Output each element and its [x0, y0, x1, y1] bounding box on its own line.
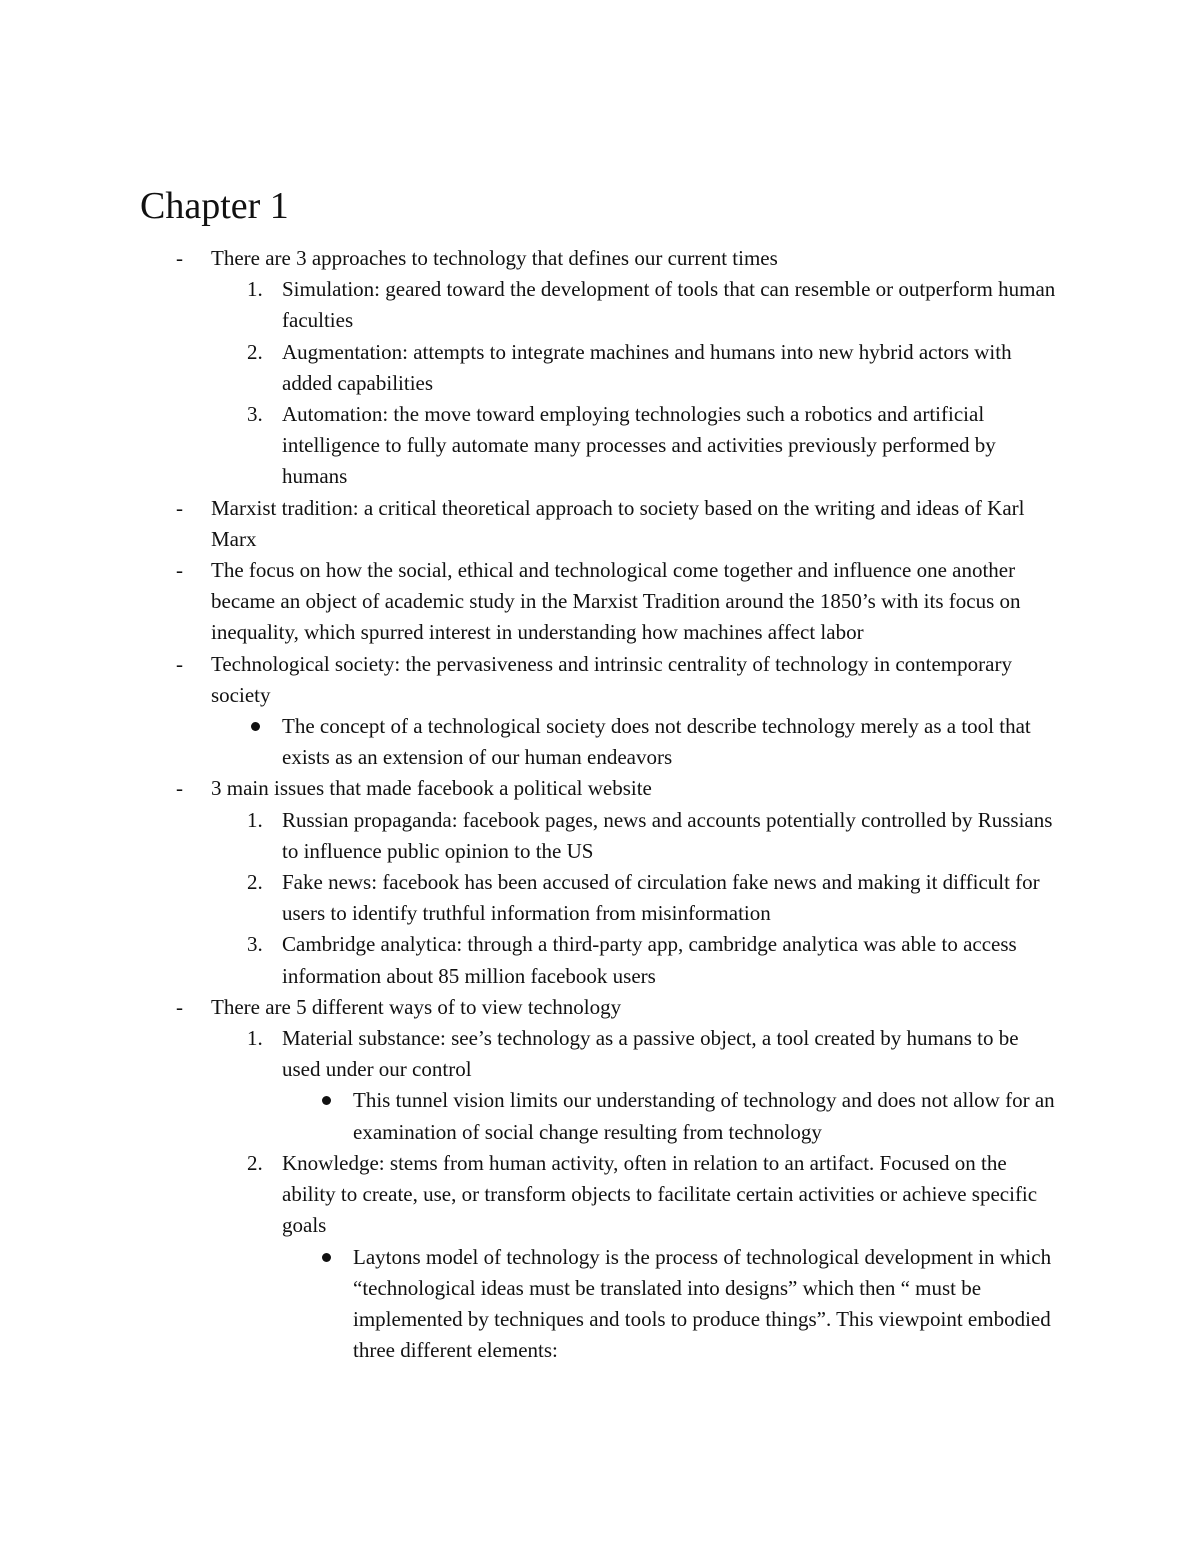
dash-marker: - [176, 495, 183, 520]
bullet-dot-icon [251, 722, 260, 731]
list-item [0, 1148, 1062, 1242]
dash-marker: - [176, 651, 183, 676]
list-item [0, 274, 1062, 336]
list-item [0, 805, 1062, 867]
number-marker: 2. [247, 1150, 263, 1175]
list-item [0, 711, 1062, 773]
list-item-text: There are 3 approaches to technology that defines our current times [211, 246, 778, 270]
list-item-text: Automation: the move toward employing technologies such a robotics and artificial intelligence to fully automate many processes and activities previously performed by humans [282, 402, 996, 489]
list-item [0, 337, 1062, 399]
dash-marker: - [176, 558, 183, 583]
list-item [0, 1242, 1063, 1367]
list-item-text: There are 5 different ways of to view technology [211, 994, 622, 1019]
list-item [0, 929, 1062, 991]
list-item-text: Cambridge analytica: through a third-party app, cambridge analytica was able to access information about 85 million facebook users [282, 932, 1017, 988]
bullet-dot-icon [322, 1096, 331, 1105]
list-item [0, 867, 1062, 929]
list-item [0, 1085, 1063, 1147]
list-item-text: Russian propaganda: facebook pages, news and accounts potentially controlled by Russians to influence public opinion to the US [282, 807, 1053, 863]
list-item-text: Technological society: the pervasiveness and intrinsic centrality of technology in contemporary society [211, 651, 1012, 707]
list-item [0, 1023, 1062, 1085]
list-item-text: Knowledge: stems from human activity, often in relation to an artifact. Focused on the ability to create, use, or transform objects to facilitate certain activities or achieve specific goals [282, 1150, 1038, 1238]
bullet-icon [322, 1085, 331, 1116]
number-marker: 3. [247, 402, 263, 427]
number-marker: 1. [247, 1026, 263, 1051]
list-item [0, 992, 1061, 1023]
list-item-text: The focus on how the social, ethical and technological come together and influence one another became an object of academic study in the Marxist Tradition around the 1850’s with its focus on inequality, which spurred interest in understanding how machines affect labor [211, 558, 1021, 645]
list-item-text: 3 main issues that made facebook a political website [211, 776, 652, 801]
list-item-text: Marxist tradition: a critical theoretical approach to society based on the writing and ideas of Karl Marx [211, 495, 1025, 551]
list-item-text: Augmentation: attempts to integrate machines and humans into new hybrid actors with added capabilities [282, 339, 1012, 395]
list-item-text: The concept of a technological society does not describe technology merely as a tool that exists as an extension of our human endeavors [282, 714, 1031, 770]
list-item-text: Simulation: geared toward the development of tools that can resemble or outperform human faculties [282, 277, 1056, 333]
bullet-icon [251, 711, 260, 742]
number-marker: 1. [247, 277, 263, 302]
page-title: Chapter 1 [140, 185, 289, 227]
dash-marker: - [176, 246, 183, 270]
notes-list [0, 243, 1200, 1366]
list-item [0, 399, 1062, 493]
number-marker: 2. [247, 339, 263, 364]
list-item [0, 493, 1061, 555]
dash-marker: - [176, 994, 183, 1019]
list-item [0, 555, 1061, 649]
list-item-text: Material substance: see’s technology as a passive object, a tool created by humans to be used under our control [282, 1026, 1019, 1082]
number-marker: 1. [247, 807, 263, 832]
bullet-dot-icon [322, 1253, 331, 1262]
list-item-text: Laytons model of technology is the process of technological development in which “technological ideas must be translated into designs” which then “ must be implemented by techniques and tools to produce things”. This viewpoint embodied three different elements: [353, 1244, 1052, 1363]
list-item-text: Fake news: facebook has been accused of circulation fake news and making it difficult for users to identify truthful information from misinformation [282, 870, 1040, 926]
number-marker: 3. [247, 932, 263, 957]
number-marker: 2. [247, 870, 263, 895]
list-item [0, 773, 1061, 804]
dash-marker: - [176, 776, 183, 801]
list-item [0, 243, 1061, 274]
list-item [0, 649, 1061, 711]
list-item-text: This tunnel vision limits our understanding of technology and does not allow for an examination of social change resulting from technology [353, 1088, 1055, 1144]
bullet-icon [322, 1242, 331, 1273]
